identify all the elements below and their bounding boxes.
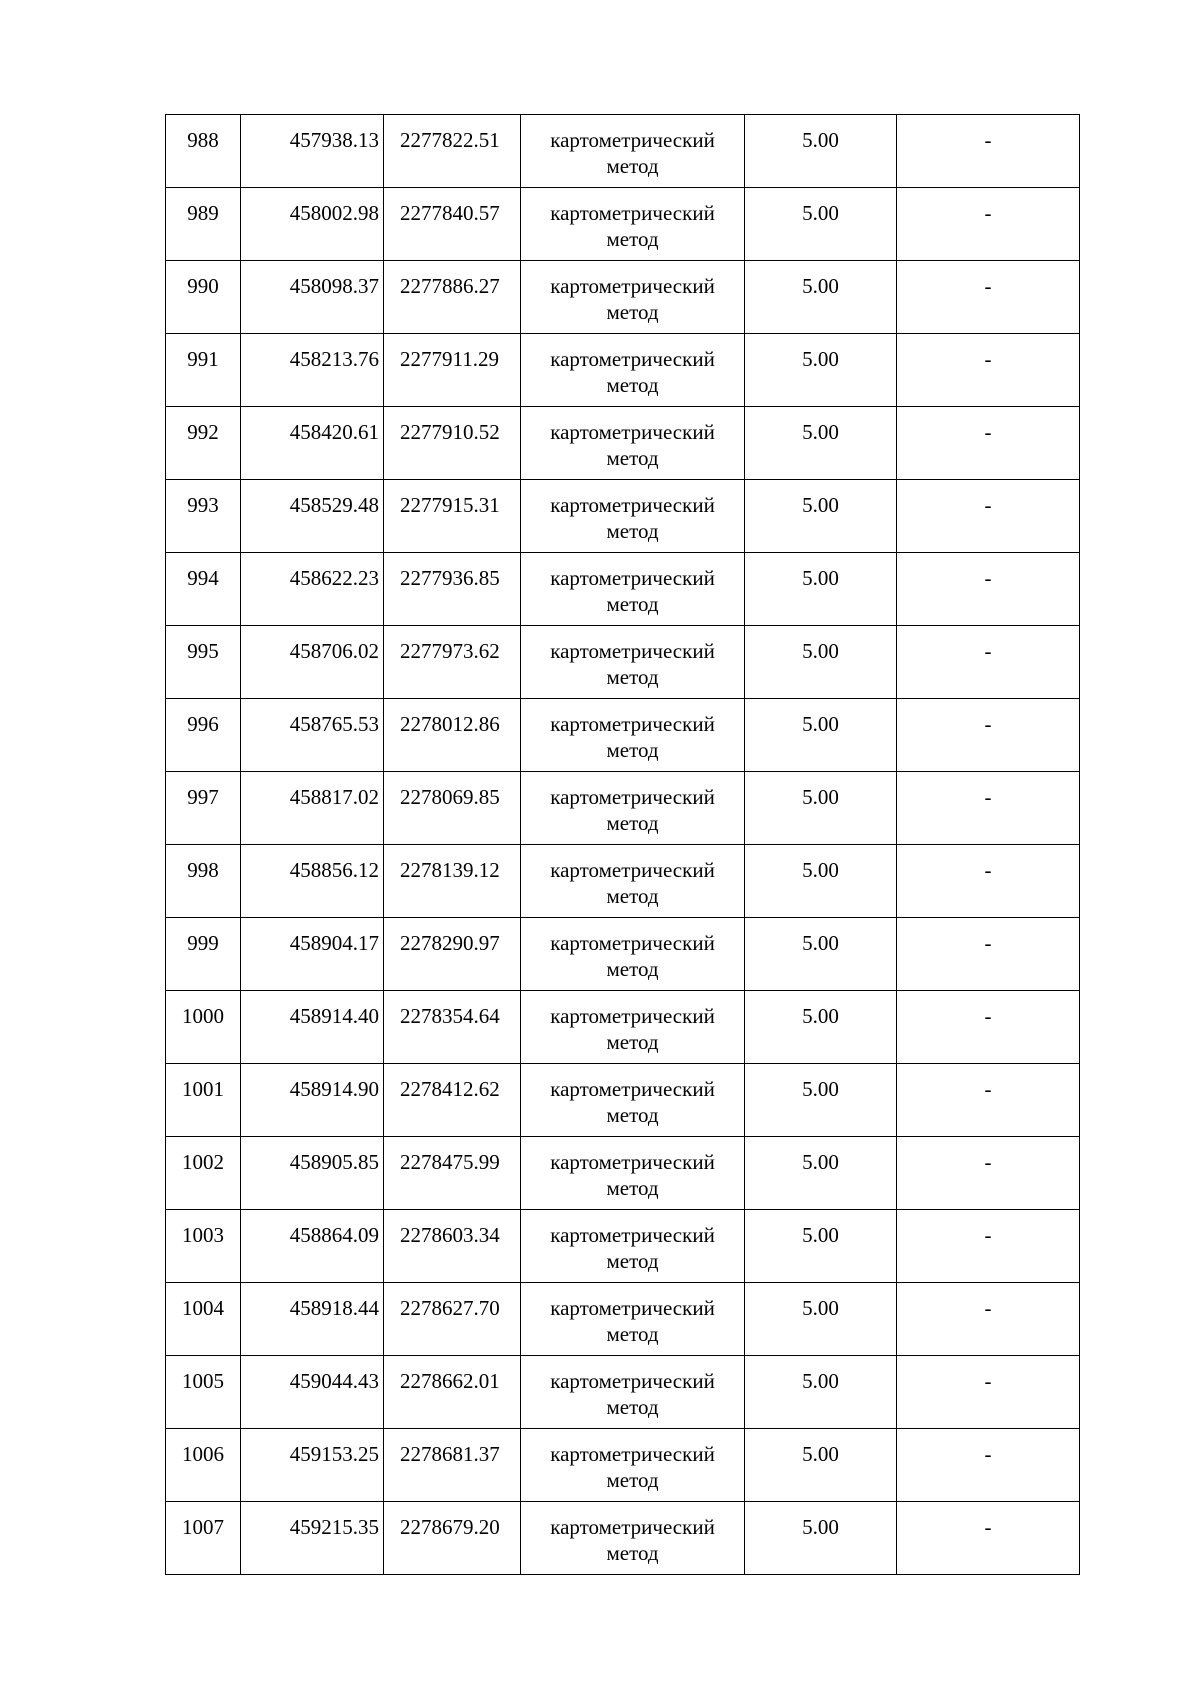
method-cell: картометрический метод xyxy=(521,188,745,261)
description-cell: - xyxy=(897,334,1080,407)
y-coordinate-cell: 2277973.62 xyxy=(384,626,521,699)
table-row xyxy=(166,115,1080,188)
method-cell: картометрический метод xyxy=(521,1502,745,1575)
accuracy-cell: 5.00 xyxy=(745,1283,897,1356)
point-number-cell: 1001 xyxy=(166,1064,241,1137)
table-row xyxy=(166,772,1080,845)
description-cell: - xyxy=(897,553,1080,626)
table-row xyxy=(166,699,1080,772)
y-coordinate-cell: 2277915.31 xyxy=(384,480,521,553)
x-coordinate-cell: 458914.90 xyxy=(241,1064,384,1137)
point-number-cell: 997 xyxy=(166,772,241,845)
y-coordinate-cell: 2278412.62 xyxy=(384,1064,521,1137)
method-cell: картометрический метод xyxy=(521,334,745,407)
description-cell: - xyxy=(897,1429,1080,1502)
x-coordinate-cell: 457938.13 xyxy=(241,115,384,188)
method-cell: картометрический метод xyxy=(521,480,745,553)
method-cell: картометрический метод xyxy=(521,261,745,334)
x-coordinate-cell: 458420.61 xyxy=(241,407,384,480)
point-number-cell: 990 xyxy=(166,261,241,334)
description-cell: - xyxy=(897,1502,1080,1575)
table-row xyxy=(166,918,1080,991)
accuracy-cell: 5.00 xyxy=(745,918,897,991)
accuracy-cell: 5.00 xyxy=(745,115,897,188)
method-cell: картометрический метод xyxy=(521,845,745,918)
y-coordinate-cell: 2278354.64 xyxy=(384,991,521,1064)
y-coordinate-cell: 2278139.12 xyxy=(384,845,521,918)
point-number-cell: 992 xyxy=(166,407,241,480)
method-cell: картометрический метод xyxy=(521,699,745,772)
accuracy-cell: 5.00 xyxy=(745,1137,897,1210)
x-coordinate-cell: 458904.17 xyxy=(241,918,384,991)
accuracy-cell: 5.00 xyxy=(745,991,897,1064)
accuracy-cell: 5.00 xyxy=(745,1210,897,1283)
description-cell: - xyxy=(897,407,1080,480)
accuracy-cell: 5.00 xyxy=(745,188,897,261)
accuracy-cell: 5.00 xyxy=(745,845,897,918)
point-number-cell: 1004 xyxy=(166,1283,241,1356)
method-cell: картометрический метод xyxy=(521,115,745,188)
y-coordinate-cell: 2277936.85 xyxy=(384,553,521,626)
accuracy-cell: 5.00 xyxy=(745,1356,897,1429)
y-coordinate-cell: 2277822.51 xyxy=(384,115,521,188)
accuracy-cell: 5.00 xyxy=(745,1502,897,1575)
description-cell: - xyxy=(897,1064,1080,1137)
method-cell: картометрический метод xyxy=(521,1064,745,1137)
x-coordinate-cell: 458765.53 xyxy=(241,699,384,772)
y-coordinate-cell: 2278681.37 xyxy=(384,1429,521,1502)
x-coordinate-cell: 458002.98 xyxy=(241,188,384,261)
point-number-cell: 994 xyxy=(166,553,241,626)
description-cell: - xyxy=(897,1137,1080,1210)
table-row xyxy=(166,553,1080,626)
method-cell: картометрический метод xyxy=(521,991,745,1064)
point-number-cell: 999 xyxy=(166,918,241,991)
point-number-cell: 993 xyxy=(166,480,241,553)
description-cell: - xyxy=(897,845,1080,918)
x-coordinate-cell: 458529.48 xyxy=(241,480,384,553)
table-row xyxy=(166,1283,1080,1356)
description-cell: - xyxy=(897,261,1080,334)
table-row xyxy=(166,991,1080,1064)
y-coordinate-cell: 2278475.99 xyxy=(384,1137,521,1210)
method-cell: картометрический метод xyxy=(521,553,745,626)
method-cell: картометрический метод xyxy=(521,1429,745,1502)
x-coordinate-cell: 458622.23 xyxy=(241,553,384,626)
y-coordinate-cell: 2278679.20 xyxy=(384,1502,521,1575)
accuracy-cell: 5.00 xyxy=(745,772,897,845)
table-row xyxy=(166,1210,1080,1283)
table-row xyxy=(166,188,1080,261)
description-cell: - xyxy=(897,115,1080,188)
table-row xyxy=(166,334,1080,407)
table-row xyxy=(166,626,1080,699)
table-row xyxy=(166,845,1080,918)
point-number-cell: 989 xyxy=(166,188,241,261)
x-coordinate-cell: 458706.02 xyxy=(241,626,384,699)
coordinates-table xyxy=(165,114,1080,1575)
y-coordinate-cell: 2278012.86 xyxy=(384,699,521,772)
y-coordinate-cell: 2277840.57 xyxy=(384,188,521,261)
point-number-cell: 1005 xyxy=(166,1356,241,1429)
x-coordinate-cell: 459044.43 xyxy=(241,1356,384,1429)
accuracy-cell: 5.00 xyxy=(745,1064,897,1137)
x-coordinate-cell: 458918.44 xyxy=(241,1283,384,1356)
description-cell: - xyxy=(897,626,1080,699)
y-coordinate-cell: 2278627.70 xyxy=(384,1283,521,1356)
description-cell: - xyxy=(897,918,1080,991)
x-coordinate-cell: 458856.12 xyxy=(241,845,384,918)
table-row xyxy=(166,480,1080,553)
method-cell: картометрический метод xyxy=(521,1356,745,1429)
x-coordinate-cell: 459215.35 xyxy=(241,1502,384,1575)
x-coordinate-cell: 458914.40 xyxy=(241,991,384,1064)
description-cell: - xyxy=(897,772,1080,845)
point-number-cell: 991 xyxy=(166,334,241,407)
point-number-cell: 995 xyxy=(166,626,241,699)
table-row xyxy=(166,1064,1080,1137)
point-number-cell: 1007 xyxy=(166,1502,241,1575)
accuracy-cell: 5.00 xyxy=(745,553,897,626)
point-number-cell: 988 xyxy=(166,115,241,188)
accuracy-cell: 5.00 xyxy=(745,699,897,772)
y-coordinate-cell: 2277886.27 xyxy=(384,261,521,334)
y-coordinate-cell: 2277911.29 xyxy=(384,334,521,407)
accuracy-cell: 5.00 xyxy=(745,334,897,407)
description-cell: - xyxy=(897,1283,1080,1356)
table-row xyxy=(166,261,1080,334)
y-coordinate-cell: 2278290.97 xyxy=(384,918,521,991)
accuracy-cell: 5.00 xyxy=(745,480,897,553)
point-number-cell: 998 xyxy=(166,845,241,918)
y-coordinate-cell: 2278069.85 xyxy=(384,772,521,845)
method-cell: картометрический метод xyxy=(521,1137,745,1210)
x-coordinate-cell: 458817.02 xyxy=(241,772,384,845)
point-number-cell: 996 xyxy=(166,699,241,772)
table-row xyxy=(166,1429,1080,1502)
description-cell: - xyxy=(897,1356,1080,1429)
description-cell: - xyxy=(897,188,1080,261)
table-row xyxy=(166,1356,1080,1429)
x-coordinate-cell: 459153.25 xyxy=(241,1429,384,1502)
point-number-cell: 1000 xyxy=(166,991,241,1064)
method-cell: картометрический метод xyxy=(521,772,745,845)
x-coordinate-cell: 458905.85 xyxy=(241,1137,384,1210)
accuracy-cell: 5.00 xyxy=(745,626,897,699)
accuracy-cell: 5.00 xyxy=(745,261,897,334)
y-coordinate-cell: 2278662.01 xyxy=(384,1356,521,1429)
table-row xyxy=(166,1502,1080,1575)
coordinates-table-body xyxy=(166,115,1080,1575)
method-cell: картометрический метод xyxy=(521,918,745,991)
method-cell: картометрический метод xyxy=(521,407,745,480)
description-cell: - xyxy=(897,699,1080,772)
description-cell: - xyxy=(897,480,1080,553)
accuracy-cell: 5.00 xyxy=(745,1429,897,1502)
description-cell: - xyxy=(897,1210,1080,1283)
x-coordinate-cell: 458098.37 xyxy=(241,261,384,334)
accuracy-cell: 5.00 xyxy=(745,407,897,480)
point-number-cell: 1003 xyxy=(166,1210,241,1283)
method-cell: картометрический метод xyxy=(521,1210,745,1283)
x-coordinate-cell: 458213.76 xyxy=(241,334,384,407)
point-number-cell: 1006 xyxy=(166,1429,241,1502)
table-row xyxy=(166,1137,1080,1210)
method-cell: картометрический метод xyxy=(521,1283,745,1356)
point-number-cell: 1002 xyxy=(166,1137,241,1210)
y-coordinate-cell: 2277910.52 xyxy=(384,407,521,480)
y-coordinate-cell: 2278603.34 xyxy=(384,1210,521,1283)
description-cell: - xyxy=(897,991,1080,1064)
method-cell: картометрический метод xyxy=(521,626,745,699)
x-coordinate-cell: 458864.09 xyxy=(241,1210,384,1283)
table-row xyxy=(166,407,1080,480)
